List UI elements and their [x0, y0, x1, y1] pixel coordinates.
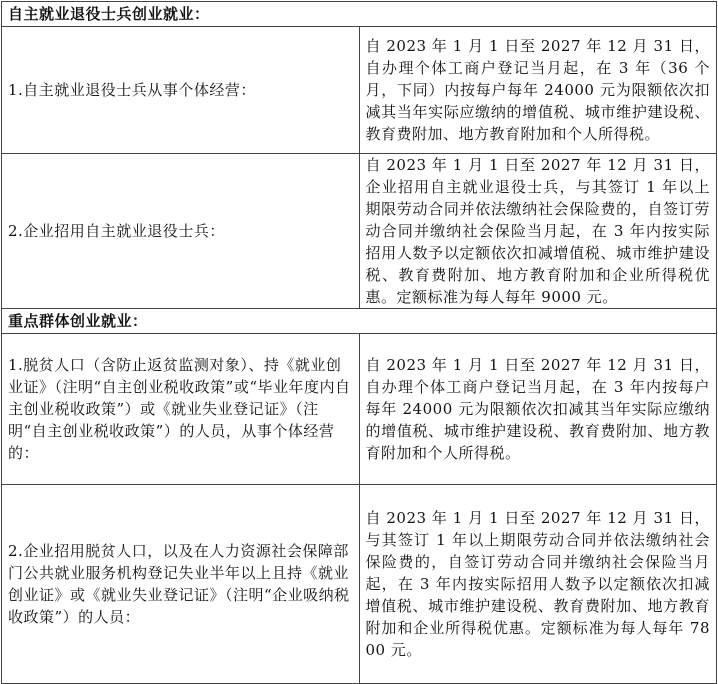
table-row — [2, 334, 717, 485]
table-row — [2, 485, 717, 684]
veterans-policy-table — [1, 1, 717, 309]
table-row — [2, 27, 717, 154]
item-veterans-hiring: 2.企业招用自主就业退役士兵： — [2, 154, 360, 309]
section-title-key-groups: 重点群体创业就业： — [2, 309, 717, 334]
item-veterans-self-employment: 1.自主就业退役士兵从事个体经营： — [2, 27, 360, 154]
policy-document — [1, 1, 717, 681]
key-groups-policy-table — [1, 308, 717, 684]
policy-key-groups-hiring: 自 2023 年 1 月 1 日至 2027 年 12 月 31 日，与其签订 1 年以上期限劳动合同并依法缴纳社会保险费的，自签订劳动合同并缴纳社会保险当月起，在 3 年内按实际招用人数予以定额依次扣减增值税、城市维护建设税、教育费附加、地方教育附加和企业所得税优惠。定额标准为每人每年 7800 元。 — [359, 485, 717, 684]
section-title-veterans: 自主就业退役士兵创业就业： — [2, 2, 717, 27]
policy-veterans-hiring: 自 2023 年 1 月 1 日至 2027 年 12 月 31 日，企业招用自主就业退役士兵，与其签订 1 年以上期限劳动合同并依法缴纳社会保险费的，自签订劳动合同并缴纳社会保险当月起，在 3 年内按实际招用人数予以定额依次扣减增值税、城市维护建设税、教育费附加、地方教育附加和企业所得税优惠。定额标准为每人每年 9000 元。 — [359, 154, 717, 309]
item-key-groups-hiring: 2.企业招用脱贫人口，以及在人力资源社会保障部门公共就业服务机构登记失业半年以上且持《就业创业证》或《就业失业登记证》（注明“企业吸纳税收政策”）的人员： — [2, 485, 360, 684]
table-row — [2, 154, 717, 309]
policy-key-groups-self-employment: 自 2023 年 1 月 1 日至 2027 年 12 月 31 日，自办理个体工商户登记当月起，在 3 年内按每户每年 24000 元为限额依次扣减其当年实际应缴纳的增值税、城市维护建设税、教育费附加、地方教育附加和个人所得税。 — [359, 334, 717, 485]
item-key-groups-self-employment: 1.脱贫人口（含防止返贫监测对象）、持《就业创业证》（注明“自主创业税收政策”或“毕业年度内自主创业税收政策”）或《就业失业登记证》（注明“自主创业税收政策”）的人员，从事个体经营的： — [2, 334, 360, 485]
policy-veterans-self-employment: 自 2023 年 1 月 1 日至 2027 年 12 月 31 日，自办理个体工商户登记当月起，在 3 年（36 个月，下同）内按每户每年 24000 元为限额依次扣减其当年实际应缴纳的增值税、城市维护建设税、教育费附加、地方教育附加和个人所得税。 — [359, 27, 717, 154]
